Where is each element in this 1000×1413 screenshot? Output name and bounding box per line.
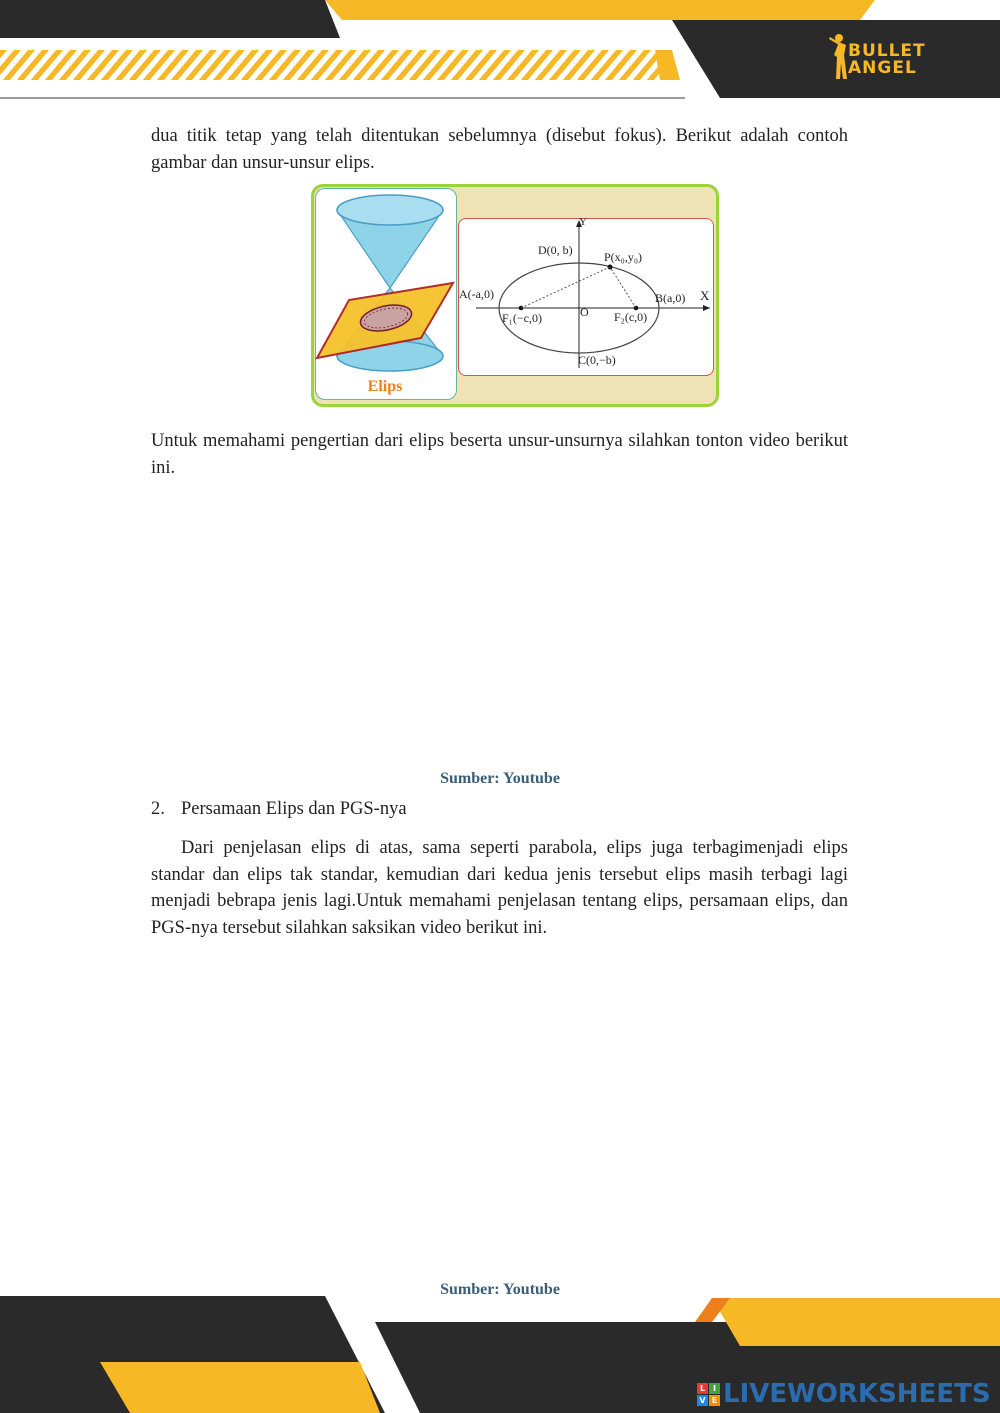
liveworksheets-badge-icon: [697, 1383, 720, 1406]
label-point-a: A(-a,0): [459, 287, 494, 301]
label-point-c: C(0,−b): [578, 353, 616, 367]
section2-heading: [151, 796, 407, 822]
label-focus-f1: F₁(−c,0): [502, 311, 542, 325]
badge-letter-i: I: [709, 1383, 720, 1394]
badge-letter-e: E: [709, 1395, 720, 1406]
video1-embed-area[interactable]: [151, 485, 848, 765]
logo-line2: ANGEL: [848, 58, 917, 78]
label-y-axis: Y: [579, 216, 587, 228]
label-focus-f2: F₂(c,0): [614, 310, 648, 324]
section2-title: Persamaan Elips dan PGS-nya: [181, 799, 407, 819]
intro-paragraph: dua titik tetap yang telah ditentukan sebelumnya (disebut fokus). Berikut adalah contoh gambar dan unsur-unsur elips.: [151, 126, 848, 173]
cone-caption: Elips: [367, 378, 403, 395]
video1-source-caption: Sumber: Youtube: [440, 770, 560, 787]
liveworksheets-watermark[interactable]: [697, 1378, 991, 1410]
label-point-b: B(a,0): [655, 291, 686, 305]
logo-line1: BULLET: [848, 41, 926, 61]
liveworksheets-text: LIVEWORKSHEETS: [723, 1379, 991, 1409]
label-point-d: D(0, b): [538, 243, 573, 257]
double-cone-illustration: [315, 188, 455, 378]
label-point-p: P(x₀,y₀): [604, 250, 643, 264]
badge-letter-l: L: [697, 1383, 708, 1394]
brand-logo: [828, 33, 948, 83]
section2-number: 2.: [151, 799, 165, 819]
badge-letter-v: V: [697, 1395, 708, 1406]
label-x-axis: X: [700, 288, 710, 303]
video1-intro-paragraph: Untuk memahami pengertian dari elips beserta unsur-unsurnya silahkan tonton video berikut ini.: [151, 431, 848, 478]
section2-body: Dari penjelasan elips di atas, sama seperti parabola, elips juga terbagimenjadi elips standar dan elips tak standar, kemudian dari kedua jenis tersebut elips masih terbagi lagi menjadi bebrapa jenis lagi.Untuk memahami penjelasan tentang elips, persamaan elips, dan PGS-nya tersebut silahkan saksikan video berikut ini.: [151, 838, 848, 938]
label-origin: O: [580, 305, 589, 319]
video2-source-caption: Sumber: Youtube: [440, 1281, 560, 1298]
angel-figure-icon: [828, 33, 850, 81]
video2-embed-area[interactable]: [151, 950, 848, 1270]
